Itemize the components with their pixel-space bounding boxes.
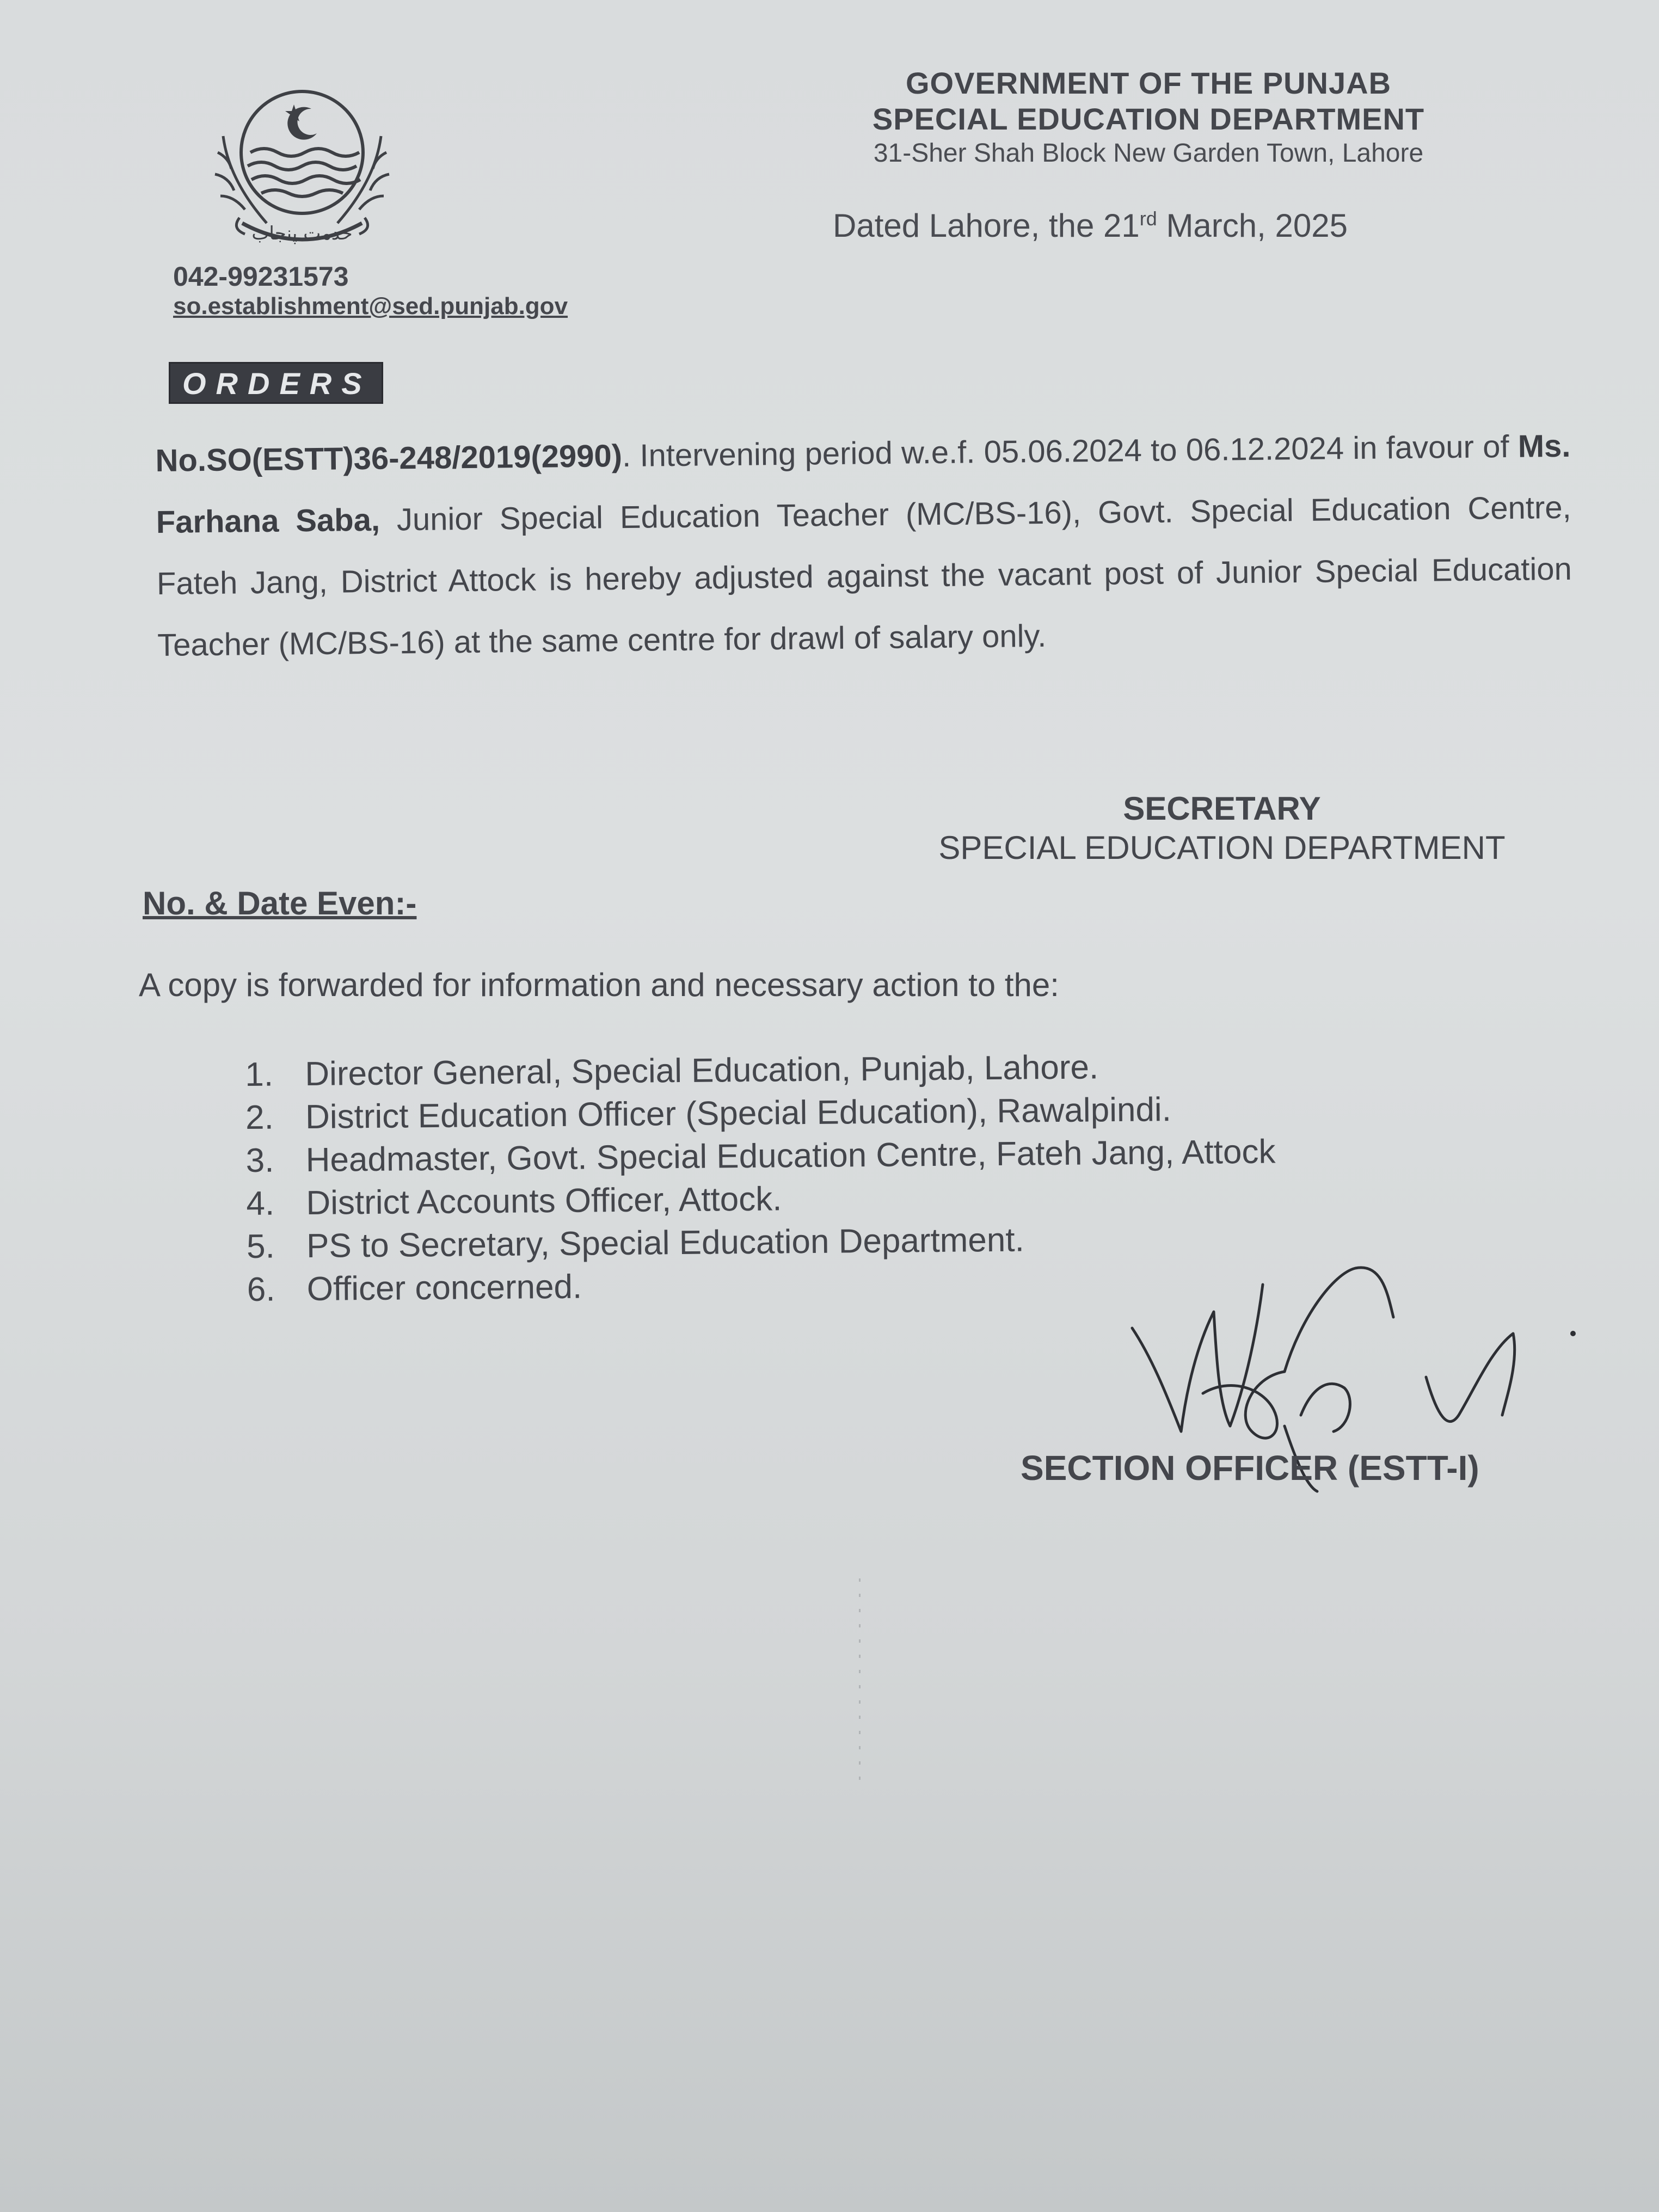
department-address: 31-Sher Shah Block New Garden Town, Lahore (873, 139, 1424, 168)
copy-forwarded-line: A copy is forwarded for information and necessary action to the: (139, 967, 1059, 1003)
order-text-2: Junior Special Education Teacher (MC/BS-16), Govt. Special Education Centre, Fateh Jang, District Attock is hereby adjusted against the vacant post of Junior Special Education Teacher (MC/BS-16) at the same centre for drawl of salary only. (156, 489, 1572, 663)
secretary-department: SPECIAL EDUCATION DEPARTMENT (938, 830, 1506, 866)
list-item-number: 4. (246, 1184, 275, 1222)
list-item-number: 3. (245, 1141, 274, 1179)
department-title: SPECIAL EDUCATION DEPARTMENT (872, 102, 1425, 136)
list-item-number: 5. (246, 1227, 275, 1265)
list-item-text: Officer concerned. (306, 1268, 582, 1308)
contact-block (173, 260, 568, 320)
order-paragraph (155, 415, 1573, 676)
email-address: so.establishment@sed.punjab.gov (173, 293, 568, 319)
dated-line (833, 207, 1348, 244)
phone-number: 042-99231573 (173, 261, 349, 292)
secretary-title: SECRETARY (1123, 790, 1321, 827)
dated-suffix: March, 2025 (1157, 207, 1348, 244)
list-item-number: 6. (247, 1270, 275, 1308)
list-item-number: 2. (245, 1098, 274, 1136)
dated-ordinal: rd (1139, 207, 1157, 230)
date-even-heading: No. & Date Even:- (143, 885, 417, 921)
order-text-1: . Intervening period w.e.f. 05.06.2024 to 06.12.2024 in favour of (622, 428, 1519, 474)
list-item-number: 1. (245, 1055, 274, 1093)
emblem-motto: خدمت پنجاب (251, 223, 353, 244)
list-item-text: District Education Officer (Special Education), Rawalpindi. (305, 1091, 1172, 1136)
list-item-text: District Accounts Officer, Attock. (306, 1180, 782, 1222)
list-item-text: Headmaster, Govt. Special Education Centre, Fateh Jang, Attock (305, 1133, 1276, 1179)
paper-fold-line (859, 1578, 861, 1785)
government-of-punjab-emblem-icon (191, 87, 414, 261)
dated-prefix: Dated Lahore, the 21 (833, 207, 1140, 244)
orders-heading: ORDERS (169, 362, 383, 404)
list-item-text: PS to Secretary, Special Education Department. (306, 1221, 1025, 1265)
government-title: GOVERNMENT OF THE PUNJAB (905, 66, 1392, 100)
employee-name: Ms. Farhana Saba, (156, 428, 1571, 540)
letterhead (789, 65, 1508, 170)
section-officer-title: SECTION OFFICER (ESTT-I) (1021, 1448, 1479, 1488)
secretary-signatory (871, 789, 1573, 868)
order-number: No.SO(ESTT)36-248/2019(2990) (155, 438, 623, 478)
list-item-text: Director General, Special Education, Punjab, Lahore. (305, 1048, 1099, 1093)
